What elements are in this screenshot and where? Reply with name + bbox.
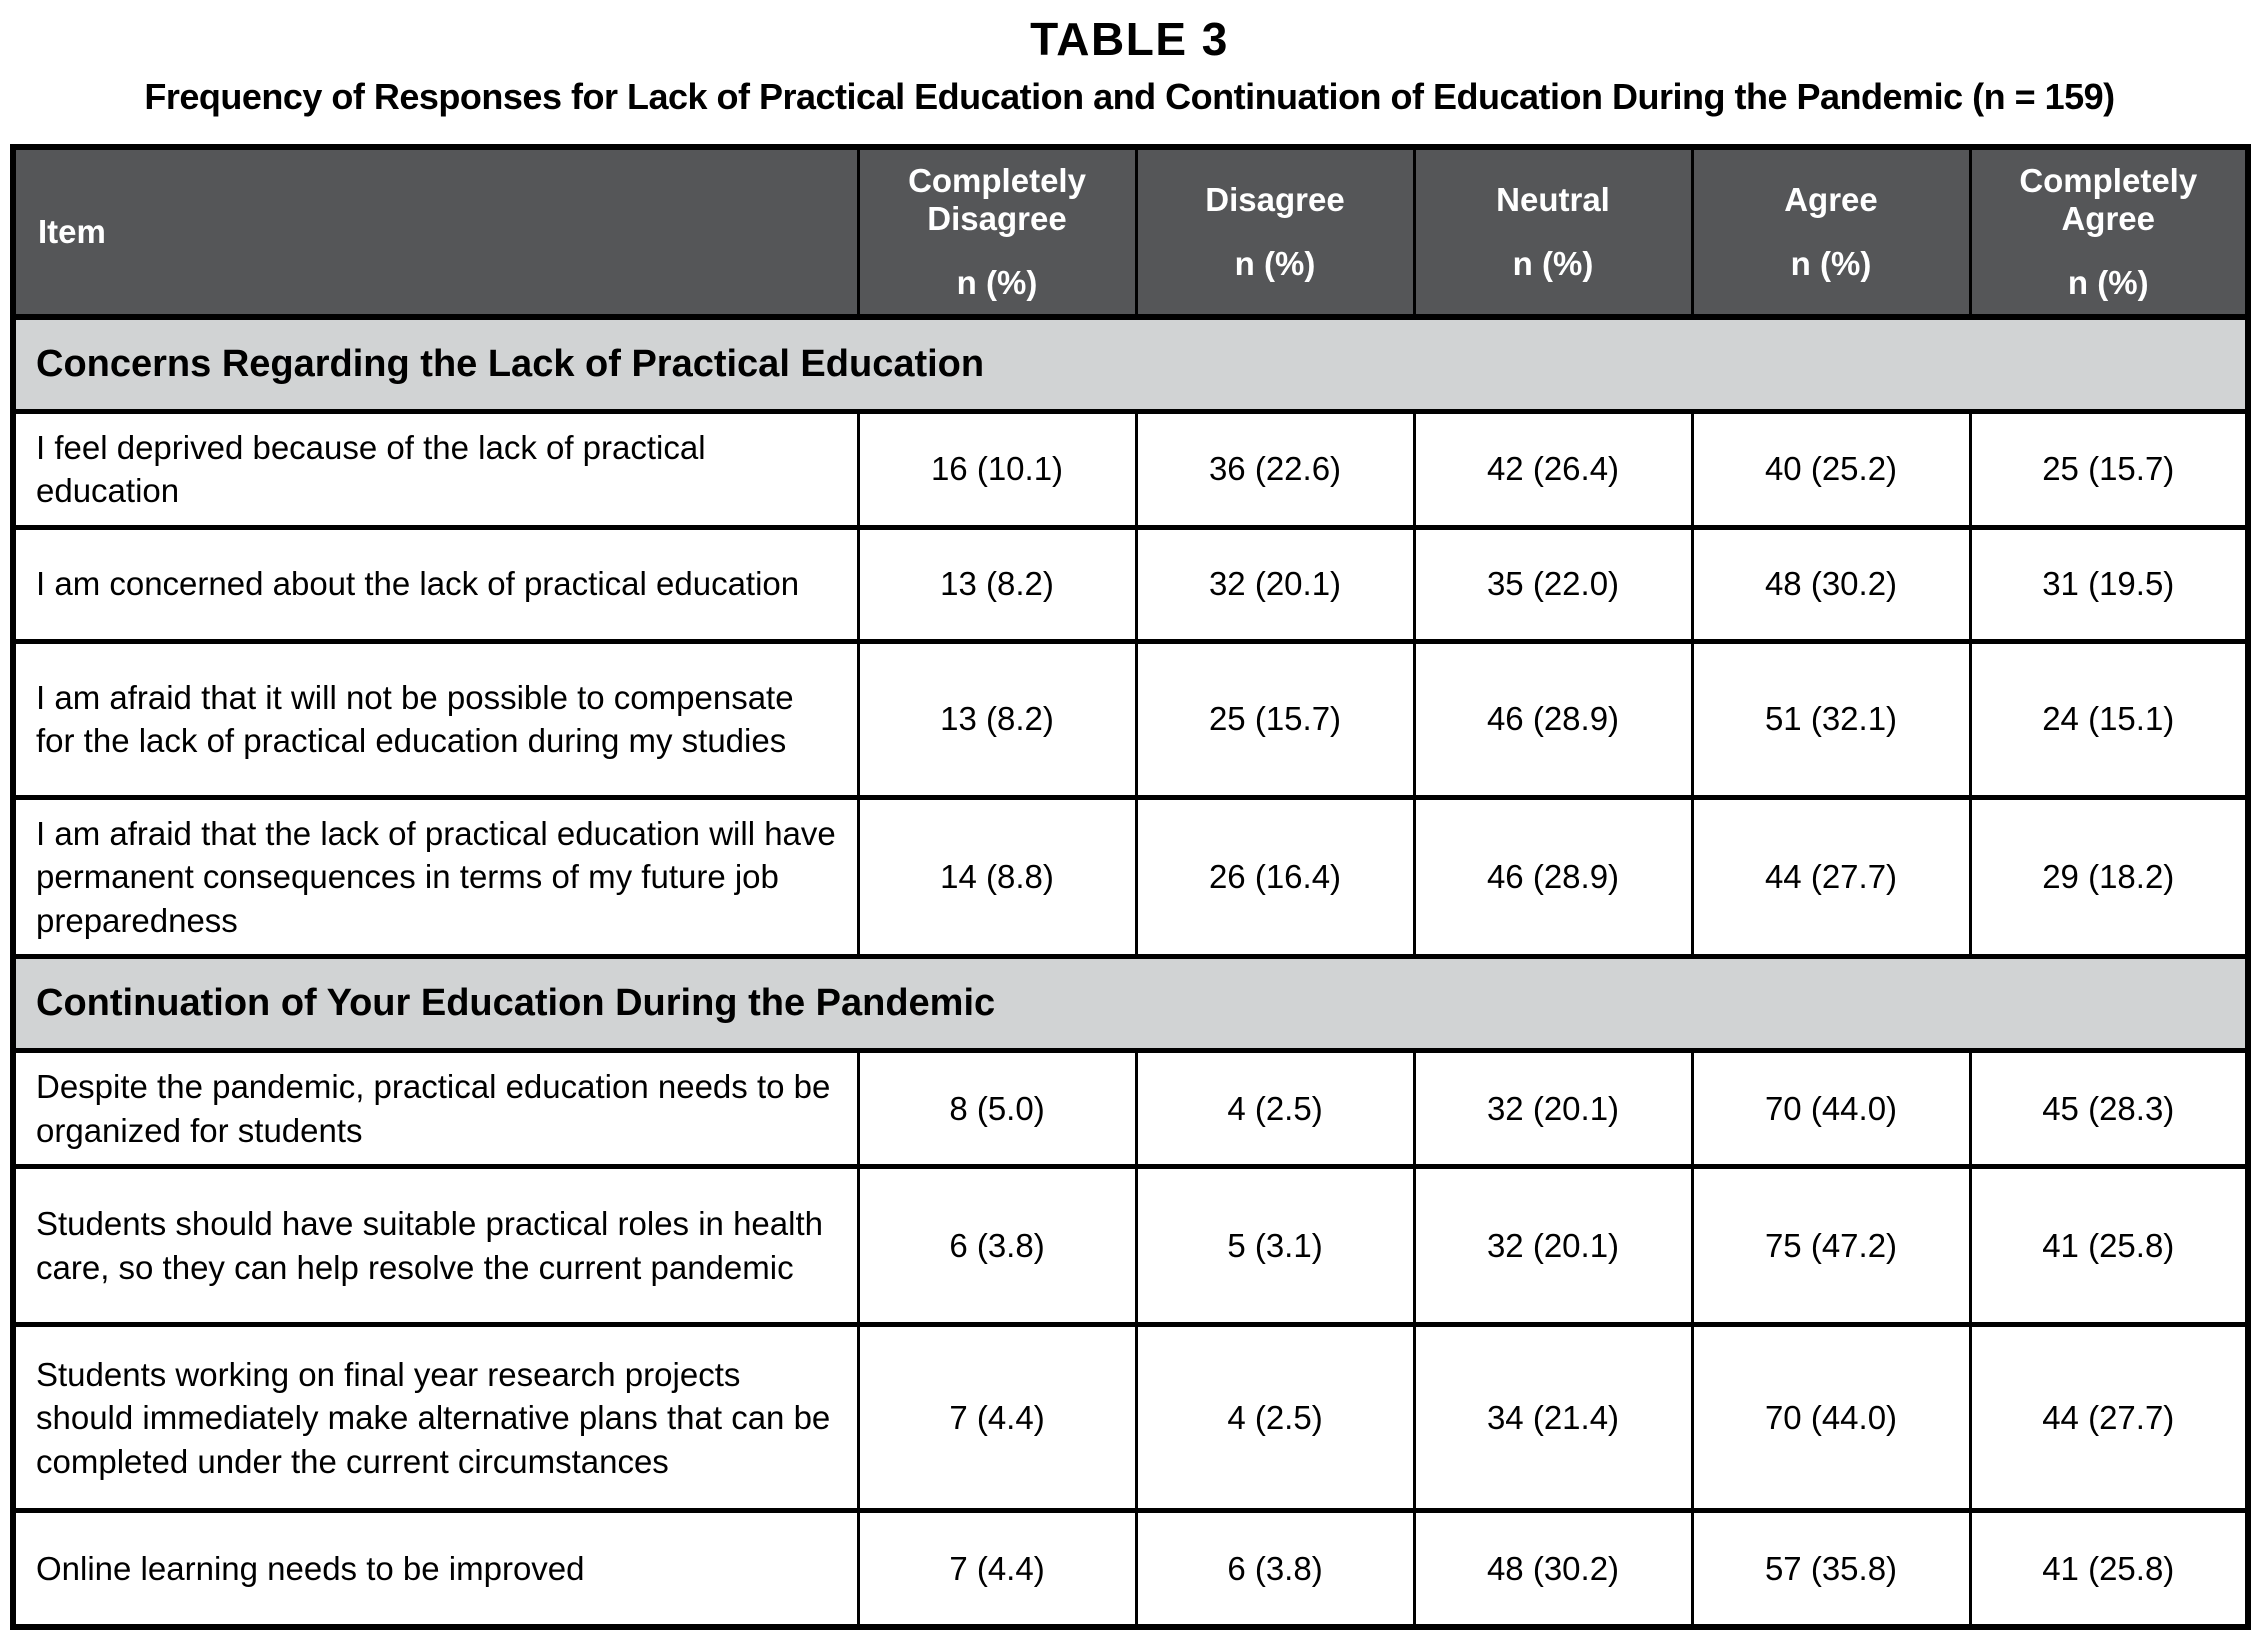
column-header-unit: n (%) [1512, 245, 1594, 282]
value-cell-disagree: 4 (2.5) [1136, 1051, 1414, 1167]
item-cell: I am concerned about the lack of practical education [13, 527, 858, 641]
value-cell-disagree: 36 (22.6) [1136, 411, 1414, 527]
column-header-label: Completely Disagree [908, 162, 1086, 238]
value-cell-completely-disagree: 13 (8.2) [858, 527, 1136, 641]
section-header-row [13, 317, 2248, 411]
value-cell-completely-disagree: 6 (3.8) [858, 1167, 1136, 1325]
value-cell-disagree: 5 (3.1) [1136, 1167, 1414, 1325]
value-cell-completely-agree: 24 (15.1) [1970, 641, 2248, 797]
table-row [13, 1511, 2248, 1627]
value-cell-agree: 51 (32.1) [1692, 641, 1970, 797]
table-number-title: TABLE 3 [1030, 13, 1229, 65]
value-cell-completely-disagree: 8 (5.0) [858, 1051, 1136, 1167]
value-cell-neutral: 46 (28.9) [1414, 797, 1692, 957]
table-row [13, 1051, 2248, 1167]
item-cell: Online learning needs to be improved [13, 1511, 858, 1627]
header-row [13, 147, 2248, 317]
value-cell-agree: 40 (25.2) [1692, 411, 1970, 527]
item-cell: Students working on final year research projects should immediately make alternative plans that can be completed under the current circumstances [13, 1325, 858, 1511]
section-header-row [13, 957, 2248, 1051]
value-cell-completely-disagree: 7 (4.4) [858, 1325, 1136, 1511]
column-header-completely-disagree [858, 147, 1136, 317]
value-cell-neutral: 32 (20.1) [1414, 1167, 1692, 1325]
column-header-label: Neutral [1496, 181, 1610, 219]
column-header-disagree [1136, 147, 1414, 317]
column-header-agree [1692, 147, 1970, 317]
value-cell-agree: 70 (44.0) [1692, 1051, 1970, 1167]
value-cell-completely-agree: 41 (25.8) [1970, 1511, 2248, 1627]
section-header-continuation: Continuation of Your Education During the Pandemic [13, 957, 2248, 1051]
value-cell-disagree: 6 (3.8) [1136, 1511, 1414, 1627]
column-header-label: Disagree [1205, 181, 1345, 219]
value-cell-completely-disagree: 7 (4.4) [858, 1511, 1136, 1627]
value-cell-neutral: 42 (26.4) [1414, 411, 1692, 527]
item-cell: Despite the pandemic, practical education needs to be organized for students [13, 1051, 858, 1167]
value-cell-agree: 48 (30.2) [1692, 527, 1970, 641]
value-cell-completely-agree: 45 (28.3) [1970, 1051, 2248, 1167]
value-cell-agree: 75 (47.2) [1692, 1167, 1970, 1325]
value-cell-completely-agree: 31 (19.5) [1970, 527, 2248, 641]
column-header-item: Item [13, 147, 858, 317]
column-header-neutral [1414, 147, 1692, 317]
table-row [13, 641, 2248, 797]
table-row [13, 797, 2248, 957]
table-row [13, 411, 2248, 527]
value-cell-agree: 44 (27.7) [1692, 797, 1970, 957]
table-row [13, 1325, 2248, 1511]
value-cell-completely-agree: 44 (27.7) [1970, 1325, 2248, 1511]
value-cell-neutral: 46 (28.9) [1414, 641, 1692, 797]
value-cell-neutral: 32 (20.1) [1414, 1051, 1692, 1167]
column-header-label: Completely Agree [2019, 162, 2198, 238]
value-cell-completely-disagree: 14 (8.8) [858, 797, 1136, 957]
value-cell-completely-agree: 25 (15.7) [1970, 411, 2248, 527]
value-cell-agree: 57 (35.8) [1692, 1511, 1970, 1627]
item-cell: Students should have suitable practical roles in health care, so they can help resolve the current pandemic [13, 1167, 858, 1325]
value-cell-completely-agree: 29 (18.2) [1970, 797, 2248, 957]
value-cell-neutral: 34 (21.4) [1414, 1325, 1692, 1511]
value-cell-disagree: 25 (15.7) [1136, 641, 1414, 797]
value-cell-completely-disagree: 13 (8.2) [858, 641, 1136, 797]
value-cell-disagree: 4 (2.5) [1136, 1325, 1414, 1511]
item-cell: I feel deprived because of the lack of practical education [13, 411, 858, 527]
table-row [13, 1167, 2248, 1325]
value-cell-disagree: 26 (16.4) [1136, 797, 1414, 957]
column-header-unit: n (%) [2067, 263, 2149, 301]
value-cell-neutral: 35 (22.0) [1414, 527, 1692, 641]
column-header-completely-agree [1970, 147, 2248, 317]
value-cell-completely-agree: 41 (25.8) [1970, 1167, 2248, 1325]
item-cell: I am afraid that the lack of practical education will have permanent consequences in terms of my future job preparedness [13, 797, 858, 957]
column-header-label: Agree [1784, 181, 1878, 219]
frequency-table [10, 144, 2251, 1630]
table-caption: Frequency of Responses for Lack of Practical Education and Continuation of Education During the Pandemic (n = 159) [144, 76, 2115, 117]
value-cell-disagree: 32 (20.1) [1136, 527, 1414, 641]
item-cell: I am afraid that it will not be possible to compensate for the lack of practical education during my studies [13, 641, 858, 797]
column-header-unit: n (%) [956, 263, 1038, 301]
value-cell-completely-disagree: 16 (10.1) [858, 411, 1136, 527]
table-row [13, 527, 2248, 641]
section-header-concerns: Concerns Regarding the Lack of Practical Education [13, 317, 2248, 411]
column-header-unit: n (%) [1234, 245, 1316, 282]
value-cell-neutral: 48 (30.2) [1414, 1511, 1692, 1627]
column-header-unit: n (%) [1790, 245, 1872, 282]
value-cell-agree: 70 (44.0) [1692, 1325, 1970, 1511]
